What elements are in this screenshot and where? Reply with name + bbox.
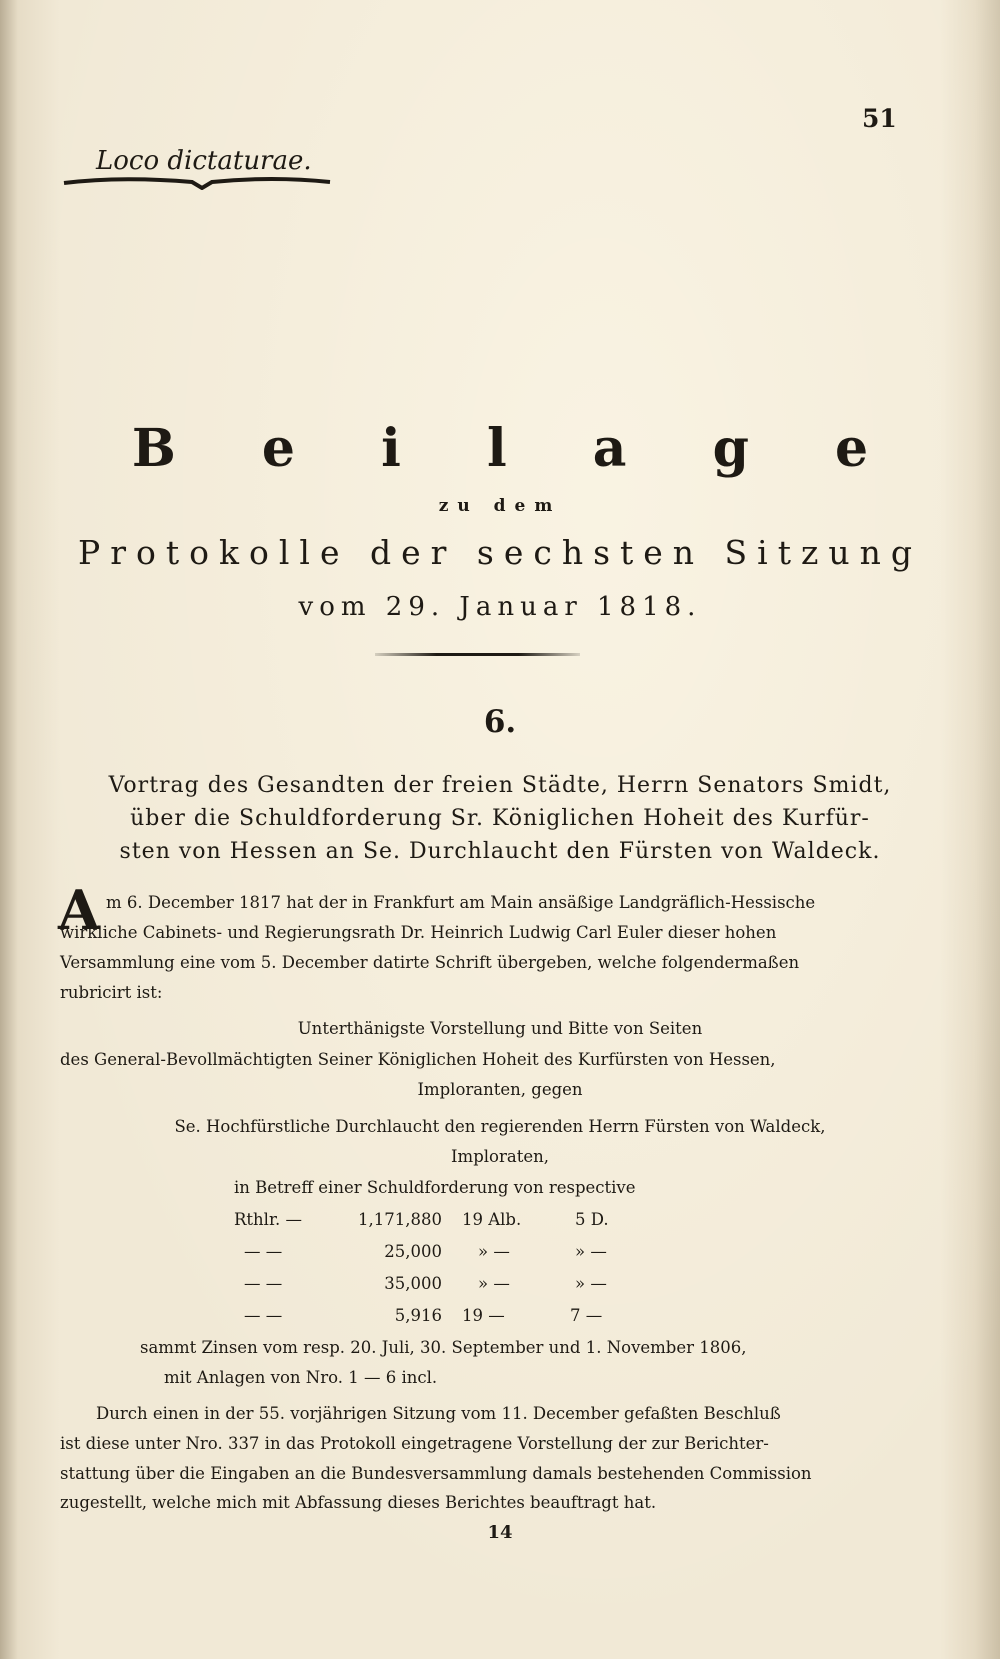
- amount-unit: — —: [244, 1274, 283, 1293]
- paragraph-line: zugestellt, welche mich mit Abfassung dieses Berichtes beauftragt hat.: [60, 1493, 657, 1512]
- signature-mark: 14: [487, 1522, 513, 1543]
- amount-albus: » —: [478, 1274, 510, 1293]
- loco-dictaturae-note: Loco dictaturae.: [96, 146, 312, 176]
- interest-line: mit Anlagen von Nro. 1 — 6 incl.: [164, 1368, 438, 1387]
- amount-denar: » —: [575, 1274, 607, 1293]
- rubrum-line: Se. Hochfürstliche Durchlaucht den regierenden Herrn Fürsten von Waldeck,: [174, 1117, 826, 1136]
- amount-value: 5,916: [394, 1306, 442, 1325]
- paragraph-line: stattung über die Eingaben an die Bundesversammlung damals bestehenden Commission: [60, 1464, 812, 1483]
- amount-denar: 5 D.: [575, 1210, 609, 1229]
- amount-unit: Rthlr. —: [234, 1210, 303, 1229]
- rubrum-line: Imploranten, gegen: [417, 1080, 583, 1099]
- amount-albus: 19 Alb.: [462, 1210, 522, 1229]
- paragraph-line: rubricirt ist:: [60, 983, 163, 1002]
- rubrum-line: in Betreff einer Schuldforderung von respective: [234, 1178, 636, 1197]
- divider-rule: [375, 653, 580, 656]
- amount-denar: » —: [575, 1242, 607, 1261]
- page-number: 51: [862, 104, 897, 133]
- subtitle-zu-dem: zu dem: [438, 496, 562, 516]
- paragraph-line: wirkliche Cabinets- und Regierungsrath Dr. Heinrich Ludwig Carl Euler dieser hohen: [60, 923, 777, 942]
- amount-value: 1,171,880: [358, 1210, 442, 1229]
- interest-line: sammt Zinsen vom resp. 20. Juli, 30. September und 1. November 1806,: [140, 1338, 747, 1357]
- heading-line: über die Schuldforderung Sr. Königlichen Hoheit des Kurfür-: [130, 806, 870, 831]
- amount-denar: 7 —: [570, 1306, 603, 1325]
- rubrum-line: des General-Bevollmächtigten Seiner Königlichen Hoheit des Kurfürsten von Hessen,: [60, 1050, 776, 1069]
- amount-unit: — —: [244, 1242, 283, 1261]
- flourish-ornament: [62, 176, 332, 190]
- amount-albus: 19 —: [462, 1306, 505, 1325]
- section-heading: [80, 769, 920, 868]
- rubrum-line: Imploraten,: [451, 1147, 549, 1166]
- subtitle-date: vom 29. Januar 1818.: [298, 592, 702, 622]
- amount-value: 25,000: [384, 1242, 442, 1261]
- paragraph-line: Versammlung eine vom 5. December datirte Schrift übergeben, welche folgendermaßen: [60, 953, 800, 972]
- paragraph-line: ist diese unter Nro. 337 in das Protokoll eingetragene Vorstellung der zur Berichter-: [60, 1434, 769, 1453]
- rubrum-line: Unterthänigste Vorstellung und Bitte von Seiten: [297, 1019, 703, 1038]
- title-beilage: B e i l a g e: [131, 418, 903, 479]
- paragraph-line: m 6. December 1817 hat der in Frankfurt am Main ansäßige Landgräflich-Hessische: [106, 893, 816, 912]
- heading-line: sten von Hessen an Se. Durchlaucht den Fürsten von Waldeck.: [119, 839, 881, 864]
- paragraph-line: Durch einen in der 55. vorjährigen Sitzung vom 11. December gefaßten Beschluß: [96, 1404, 781, 1423]
- amount-albus: » —: [478, 1242, 510, 1261]
- heading-line: Vortrag des Gesandten der freien Städte, Herrn Senators Smidt,: [108, 773, 892, 798]
- amount-unit: — —: [244, 1306, 283, 1325]
- section-number: 6.: [483, 704, 517, 740]
- subtitle-protokolle: Protokolle der sechsten Sitzung: [78, 533, 922, 572]
- amount-value: 35,000: [384, 1274, 442, 1293]
- drop-cap: A: [58, 878, 100, 942]
